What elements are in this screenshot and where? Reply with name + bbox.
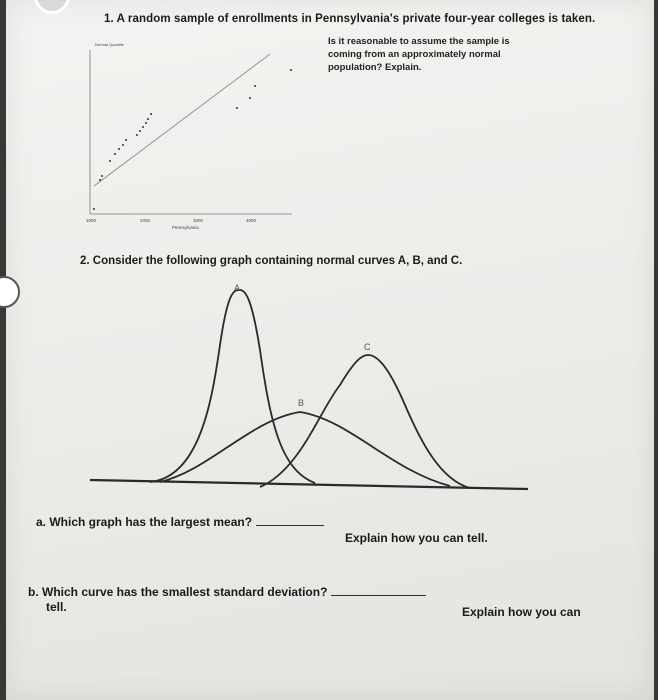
curve-a — [150, 290, 315, 483]
part-b-text: b. Which curve has the smallest standard deviation? — [28, 585, 328, 599]
part-b-answer-blank[interactable] — [331, 595, 426, 596]
part-a-explain: Explain how you can tell. — [345, 531, 488, 545]
plot-xlabel: Pennsylvania — [172, 225, 199, 230]
part-a-answer-blank[interactable] — [256, 525, 324, 526]
part-b-question — [28, 585, 426, 615]
question-2-text: 2. Consider the following graph containing normal curves A, B, and C. — [80, 255, 463, 267]
part-a-question — [36, 515, 328, 529]
curve-label-b: B — [298, 398, 305, 408]
x-tick-2000: 2000 — [140, 218, 151, 223]
x-tick-3000: 3000 — [193, 218, 204, 223]
question-1-prompt: Is it reasonable to assume the sample is coming from an approximately normal population? Explain. — [328, 36, 510, 73]
curve-label-a: A — [234, 283, 241, 293]
part-b-explain: Explain how you can — [462, 605, 581, 619]
part-b-text-continued: tell. — [46, 600, 67, 614]
x-tick-1000: 1000 — [86, 218, 97, 223]
part-a-text: a. Which graph has the largest mean? — [36, 515, 253, 529]
x-tick-4000: 4000 — [246, 218, 257, 223]
curve-c — [260, 355, 470, 488]
plot-ylabel: Normal Quantile — [95, 42, 124, 47]
question-1-text: 1. A random sample of enrollments in Pennsylvania's private four-year colleges is taken. — [104, 13, 596, 25]
curve-label-c: C — [364, 342, 371, 352]
